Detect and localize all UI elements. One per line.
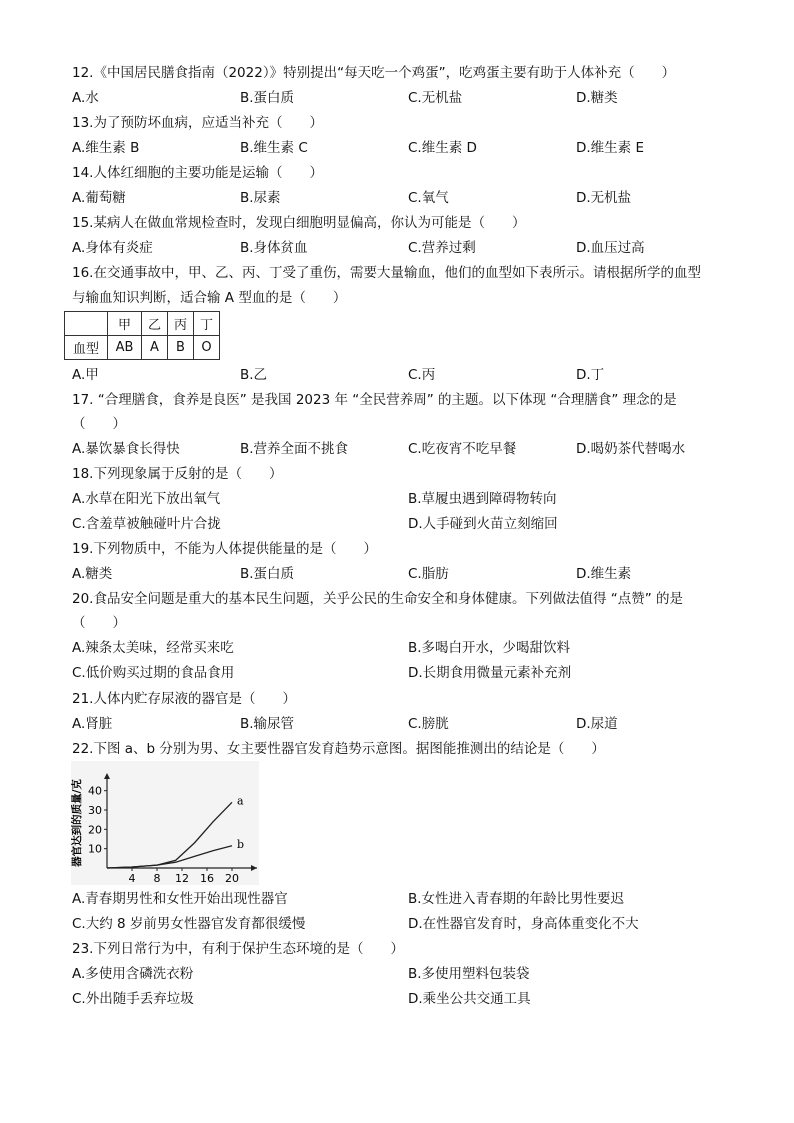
question-stem: 16.在交通事故中，甲、乙、丙、丁受了重伤，需要大量输血，他们的血型如下表所示。请根据所学的血型	[72, 265, 701, 281]
option-d[interactable]: D.长期食用微量元素补充剂	[408, 665, 572, 681]
table-cell: 乙	[142, 312, 168, 336]
option-b[interactable]: B.尿素	[240, 190, 281, 206]
option-b[interactable]: B.女性进入青春期的年龄比男性要迟	[408, 891, 625, 907]
y-tick-label: 20	[88, 823, 102, 837]
option-c[interactable]: C.丙	[408, 367, 436, 383]
option-a[interactable]: A.暴饮暴食长得快	[72, 441, 180, 457]
option-b[interactable]: B.乙	[240, 367, 268, 383]
option-a[interactable]: A.糖类	[72, 566, 113, 582]
question-stem: 17. “合理膳食，食养是良医” 是我国 2023 年 “全民营养周” 的主题。以下体现 “合理膳食” 理念的是	[72, 392, 677, 408]
option-b[interactable]: B.营养全面不挑食	[240, 441, 349, 457]
option-d[interactable]: D.血压过高	[576, 240, 645, 256]
option-b[interactable]: B.输尿管	[240, 716, 295, 732]
table-cell	[65, 312, 108, 336]
option-c[interactable]: C.低价购买过期的食品食用	[72, 665, 235, 681]
option-a[interactable]: A.水	[72, 90, 99, 106]
y-tick-label: 40	[88, 784, 102, 798]
option-a[interactable]: A.甲	[72, 367, 99, 383]
option-d[interactable]: D.无机盐	[576, 190, 632, 206]
option-c[interactable]: C.膀胱	[408, 716, 449, 732]
y-tick-label: 10	[88, 842, 102, 856]
organ-development-chart	[71, 761, 259, 885]
option-b[interactable]: B.多使用塑料包装袋	[408, 966, 530, 982]
option-a[interactable]: A.辣条太美味，经常买来吃	[72, 640, 234, 656]
x-tick-label: 12	[175, 872, 189, 885]
x-tick-label: 16	[200, 872, 214, 885]
option-d[interactable]: D.人手碰到火苗立刻缩回	[408, 516, 558, 532]
option-a[interactable]: A.水草在阳光下放出氧气	[72, 491, 221, 507]
y-tick-label: 30	[88, 804, 102, 817]
series-label-b: b	[237, 837, 245, 851]
question-stem-continued: （ ）	[72, 615, 126, 631]
table-cell: B	[168, 336, 194, 360]
option-d[interactable]: D.在性器官发育时，身高体重变化不大	[408, 916, 639, 932]
option-a[interactable]: A.肾脏	[72, 716, 113, 732]
option-c[interactable]: C.脂肪	[408, 566, 449, 582]
table-cell: 甲	[108, 312, 142, 336]
table-cell: AB	[108, 336, 142, 360]
option-a[interactable]: A.多使用含磷洗衣粉	[72, 966, 194, 982]
y-axis-arrow	[104, 773, 110, 779]
question-stem: 12.《中国居民膳食指南（2022）》特别提出“每天吃一个鸡蛋”，吃鸡蛋主要有助于人体补充（ ）	[72, 65, 676, 81]
option-b[interactable]: B.身体贫血	[240, 240, 308, 256]
question-stem: 23.下列日常行为中，有利于保护生态环境的是（ ）	[72, 941, 404, 957]
question-stem: 18.下列现象属于反射的是（ ）	[72, 466, 283, 482]
option-a[interactable]: A.青春期男性和女性开始出现性器官	[72, 891, 288, 907]
question-stem: 15.某病人在做血常规检查时，发现白细胞明显偏高，你认为可能是（ ）	[72, 215, 526, 231]
question-stem: 14.人体红细胞的主要功能是运输（ ）	[72, 165, 323, 181]
option-c[interactable]: C.无机盐	[408, 90, 463, 106]
question-stem-continued: （ ）	[72, 416, 126, 432]
option-a[interactable]: A.身体有炎症	[72, 240, 153, 256]
blood-type-table	[64, 311, 220, 360]
question-stem: 22.下图 a、b 分别为男、女主要性器官发育趋势示意图。据图能推测出的结论是（ ）	[72, 741, 605, 757]
question-stem: 20.食品安全问题是重大的基本民生问题，关乎公民的生命安全和身体健康。下列做法值得 “点赞” 的是	[72, 591, 684, 607]
option-b[interactable]: B.蛋白质	[240, 566, 295, 582]
option-d[interactable]: D.尿道	[576, 716, 618, 732]
table-header-row	[65, 312, 220, 336]
question-stem: 19.下列物质中，不能为人体提供能量的是（ ）	[72, 541, 377, 557]
table-row	[65, 336, 220, 360]
option-d[interactable]: D.维生素 E	[576, 140, 645, 156]
x-tick-label: 4	[128, 872, 136, 885]
series-line-a	[107, 802, 232, 868]
table-cell: 丁	[194, 312, 220, 336]
table-cell: 血型	[65, 336, 108, 360]
option-c[interactable]: C.氧气	[408, 190, 449, 206]
x-tick-label: 20	[225, 872, 239, 885]
option-b[interactable]: B.蛋白质	[240, 90, 295, 106]
option-c[interactable]: C.大约 8 岁前男女性器官发育都很缓慢	[72, 916, 306, 932]
series-label-a: a	[237, 794, 244, 808]
table-cell: O	[194, 336, 220, 360]
series-line-b	[107, 846, 232, 868]
option-d[interactable]: D.乘坐公共交通工具	[408, 991, 531, 1007]
option-d[interactable]: D.维生素	[576, 566, 632, 582]
option-c[interactable]: C.吃夜宵不吃早餐	[408, 441, 517, 457]
option-d[interactable]: D.丁	[576, 367, 605, 383]
table-cell: A	[142, 336, 168, 360]
y-axis-label: 器官达到的质量/克	[71, 779, 83, 867]
option-a[interactable]: A.维生素 B	[72, 140, 140, 156]
option-c[interactable]: C.营养过剩	[408, 240, 476, 256]
x-axis-arrow	[251, 865, 257, 871]
x-tick-label: 8	[153, 872, 161, 885]
question-stem: 13.为了预防坏血病，应适当补充（ ）	[72, 115, 323, 131]
option-c[interactable]: C.维生素 D	[408, 140, 477, 156]
option-b[interactable]: B.多喝白开水，少喝甜饮料	[408, 640, 571, 656]
question-stem-continued: 与输血知识判断，适合输 A 型血的是（ ）	[72, 290, 347, 306]
option-b[interactable]: B.维生素 C	[240, 140, 308, 156]
option-d[interactable]: D.糖类	[576, 90, 618, 106]
option-d[interactable]: D.喝奶茶代替喝水	[576, 441, 686, 457]
chart-svg	[71, 761, 259, 885]
option-c[interactable]: C.外出随手丢弃垃圾	[72, 991, 194, 1007]
option-c[interactable]: C.含羞草被触碰叶片合拢	[72, 516, 221, 532]
table-cell: 丙	[168, 312, 194, 336]
option-b[interactable]: B.草履虫遇到障碍物转向	[408, 491, 557, 507]
question-stem: 21.人体内贮存尿液的器官是（ ）	[72, 691, 296, 707]
option-a[interactable]: A.葡萄糖	[72, 190, 126, 206]
